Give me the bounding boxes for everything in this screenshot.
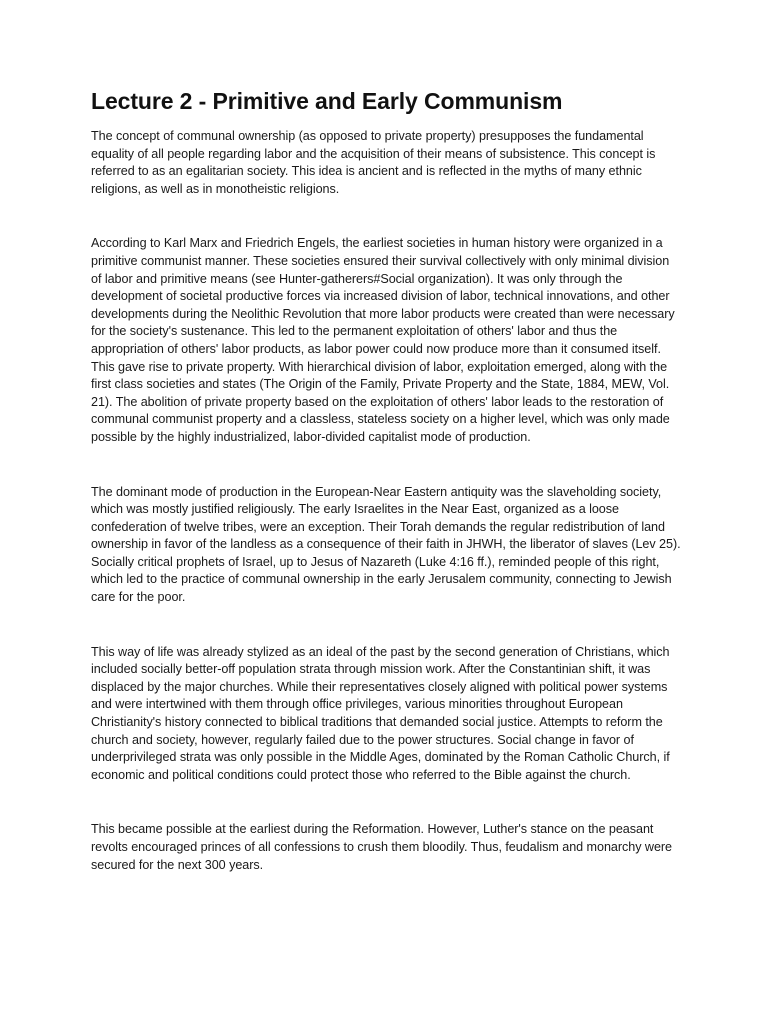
paragraph-egalitarian-society: The concept of communal ownership (as opposed to private property) presupposes the fundamental equality of all people regarding labor and the acquisition of their means of subsistence. This concept is referred to as an egalitarian society. This idea is ancient and is reflected in the myths of many ethnic religions, as well as in monotheistic religions. [91, 129, 656, 196]
paragraph-antiquity-israel: The dominant mode of production in the European-Near Eastern antiquity was the slaveholding society, which was mostly justified religiously. The early Israelites in the Near East, organized as a loose confederation of twelve tribes, were an exception. Their Torah demands the regular redistribution of land ownership in favor of the landless as a consequence of their faith in JHWH, the liberator of slaves (Lev 25). Socially critical prophets of Israel, up to Jesus of Nazareth (Luke 4:16 ff.), reminded people of this right, which led to the practice of communal ownership in the early Jerusalem community, connecting to Jewish care for the poor. [91, 484, 681, 605]
document-page [91, 86, 681, 911]
paragraph-reformation: This became possible at the earliest during the Reformation. However, Luther's stance on the peasant revolts encouraged princes of all confessions to crush them bloodily. Thus, feudalism and monarchy were secured for the next 300 years. [91, 822, 672, 872]
paragraph-primitive-communism: According to Karl Marx and Friedrich Engels, the earliest societies in human history were organized in a primitive communist manner. These societies ensured their survival collectively with only minimal division of labor and primitive means (see Hunter-gatherers#Social organization). It was only through the development of societal productive forces via increased division of labor, technical innovations, and other developments during the Neolithic Revolution that more labor products were created than were necessary for the society's sustenance. This led to the permanent exploitation of others' labor and thus the appropriation of others' labor products, as labor power could now produce more than it consumed itself. This gave rise to private property. With hierarchical division of labor, exploitation emerged, along with the first class societies and states (The Origin of the Family, Private Property and the State, 1884, MEW, Vol. 21). The abolition of private property based on the exploitation of others' labor leads to the restoration of communal communist property and a classless, stateless society on a higher level, which was only made possible by the highly industrialized, labor-divided capitalist mode of production. [91, 236, 675, 444]
page-title: Lecture 2 - Primitive and Early Communism [91, 88, 563, 114]
paragraph-early-christianity: This way of life was already stylized as an ideal of the past by the second generation of Christians, which included socially better-off population strata through mission work. After the Constantinian shift, it was displaced by the major churches. While their representatives closely aligned with political power systems and were intertwined with them through office privileges, various minorities throughout European Christianity's history connected to biblical traditions that demanded social justice. Attempts to reform the church and society, however, regularly failed due to the power structures. Social change in favor of underprivileged strata was only possible in the Middle Ages, dominated by the Roman Catholic Church, if economic and political conditions could protect those who referred to the Bible against the church. [91, 644, 670, 782]
